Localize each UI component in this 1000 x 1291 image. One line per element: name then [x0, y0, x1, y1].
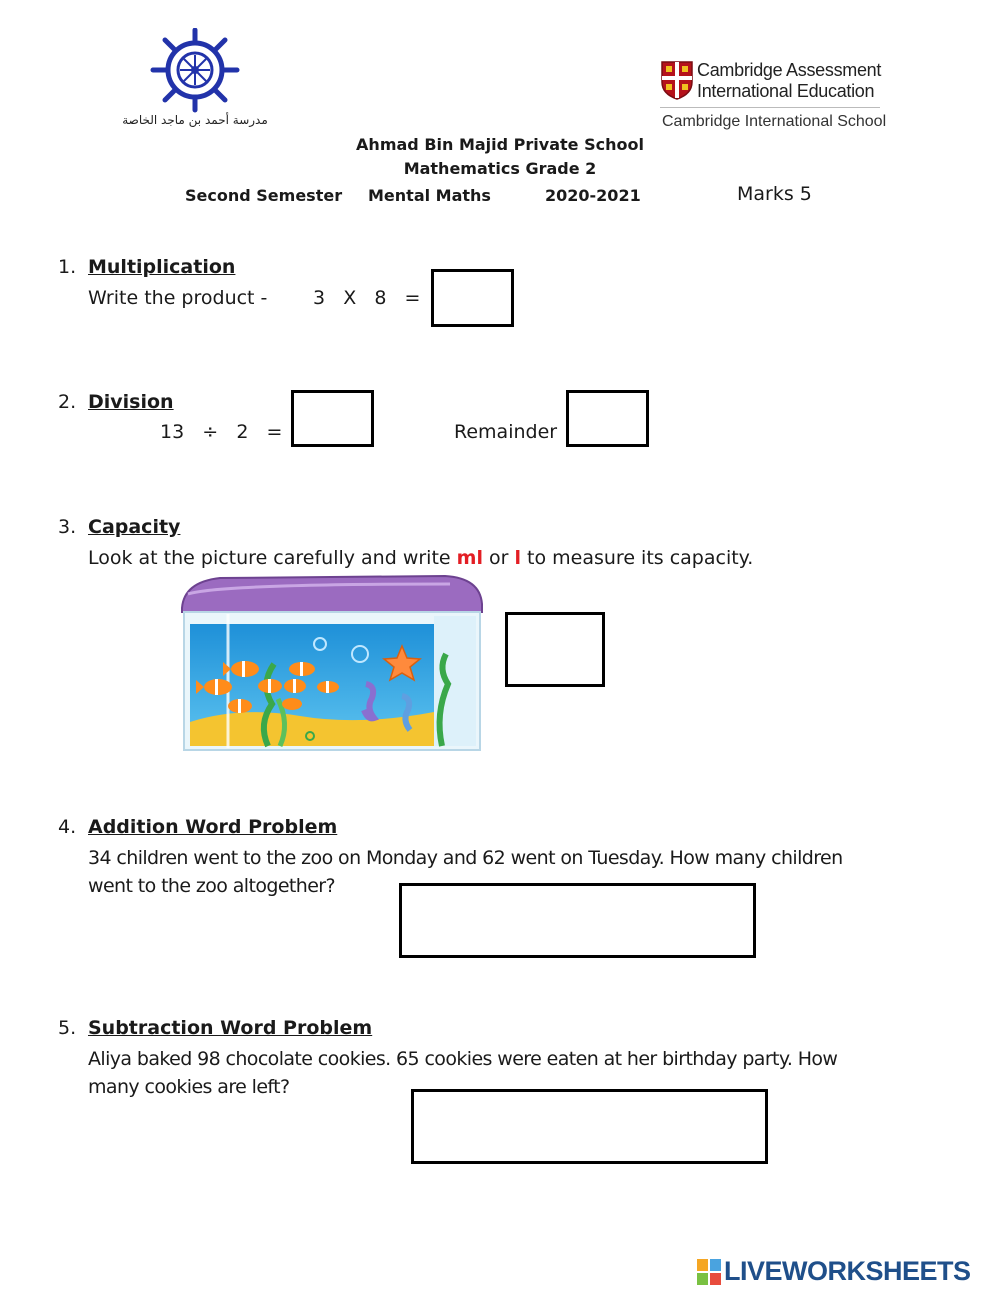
question-title: Division — [88, 391, 174, 413]
question-number: 1. — [58, 256, 77, 278]
school-logo-caption: مدرسة أحمد بن ماجد الخاصة — [122, 113, 268, 127]
division-expression: 13 ÷ 2 = — [160, 421, 283, 443]
division-answer-box[interactable] — [291, 390, 374, 447]
subject-title: Mathematics Grade 2 — [403, 159, 597, 178]
cambridge-title: Cambridge Assessment — [697, 60, 882, 80]
question-number: 3. — [58, 516, 77, 538]
liveworksheets-logo — [697, 1256, 997, 1288]
fish-tank-icon — [180, 574, 485, 754]
liveworksheets-brand: LIVEWORKSHEETS — [724, 1256, 971, 1286]
ship-wheel-icon — [145, 28, 245, 114]
multiplication-expression: 3 X 8 = — [313, 287, 421, 309]
multiplication-answer-box[interactable] — [431, 269, 514, 327]
question-title: Multiplication — [88, 256, 236, 278]
subtraction-problem-line2: many cookies are left? — [88, 1076, 290, 1098]
question-title: Subtraction Word Problem — [88, 1017, 373, 1039]
academic-year: 2020-2021 — [545, 186, 641, 205]
unit-ml: ml — [456, 547, 483, 569]
school-logo — [145, 28, 245, 114]
marks: Marks 5 — [737, 183, 812, 205]
capacity-answer-box[interactable] — [505, 612, 605, 687]
question-number: 5. — [58, 1017, 77, 1039]
capacity-text-after: to measure its capacity. — [520, 547, 754, 569]
liveworksheets-icon — [697, 1259, 721, 1285]
question-number: 4. — [58, 816, 77, 838]
addition-problem-line2: went to the zoo altogether? — [88, 875, 335, 897]
remainder-label: Remainder — [454, 421, 558, 443]
school-name: Ahmad Bin Majid Private School — [356, 135, 644, 154]
remainder-answer-box[interactable] — [566, 390, 649, 447]
addition-problem-line1: 34 children went to the zoo on Monday and 62 went on Tuesday. How many children — [88, 847, 843, 869]
fish-tank-image — [180, 574, 485, 754]
addition-answer-box[interactable] — [399, 883, 756, 958]
cambridge-subtitle: International Education — [697, 81, 875, 101]
cambridge-shield-icon — [660, 60, 694, 100]
unit-l: l — [514, 547, 521, 569]
capacity-text-before: Look at the picture carefully and write — [88, 547, 457, 569]
capacity-instruction — [88, 547, 753, 569]
test-name: Mental Maths — [368, 186, 491, 205]
question-title: Capacity — [88, 516, 181, 538]
cambridge-logo — [660, 60, 887, 140]
subtraction-answer-box[interactable] — [411, 1089, 768, 1164]
cambridge-school: Cambridge International School — [662, 113, 887, 130]
question-title: Addition Word Problem — [88, 816, 338, 838]
multiplication-prompt: Write the product - — [88, 287, 268, 309]
capacity-text-or: or — [482, 547, 515, 569]
cambridge-divider — [660, 107, 880, 108]
subtraction-problem-line1: Aliya baked 98 chocolate cookies. 65 cookies were eaten at her birthday party. How — [88, 1048, 838, 1070]
semester: Second Semester — [185, 186, 343, 205]
question-number: 2. — [58, 391, 77, 413]
